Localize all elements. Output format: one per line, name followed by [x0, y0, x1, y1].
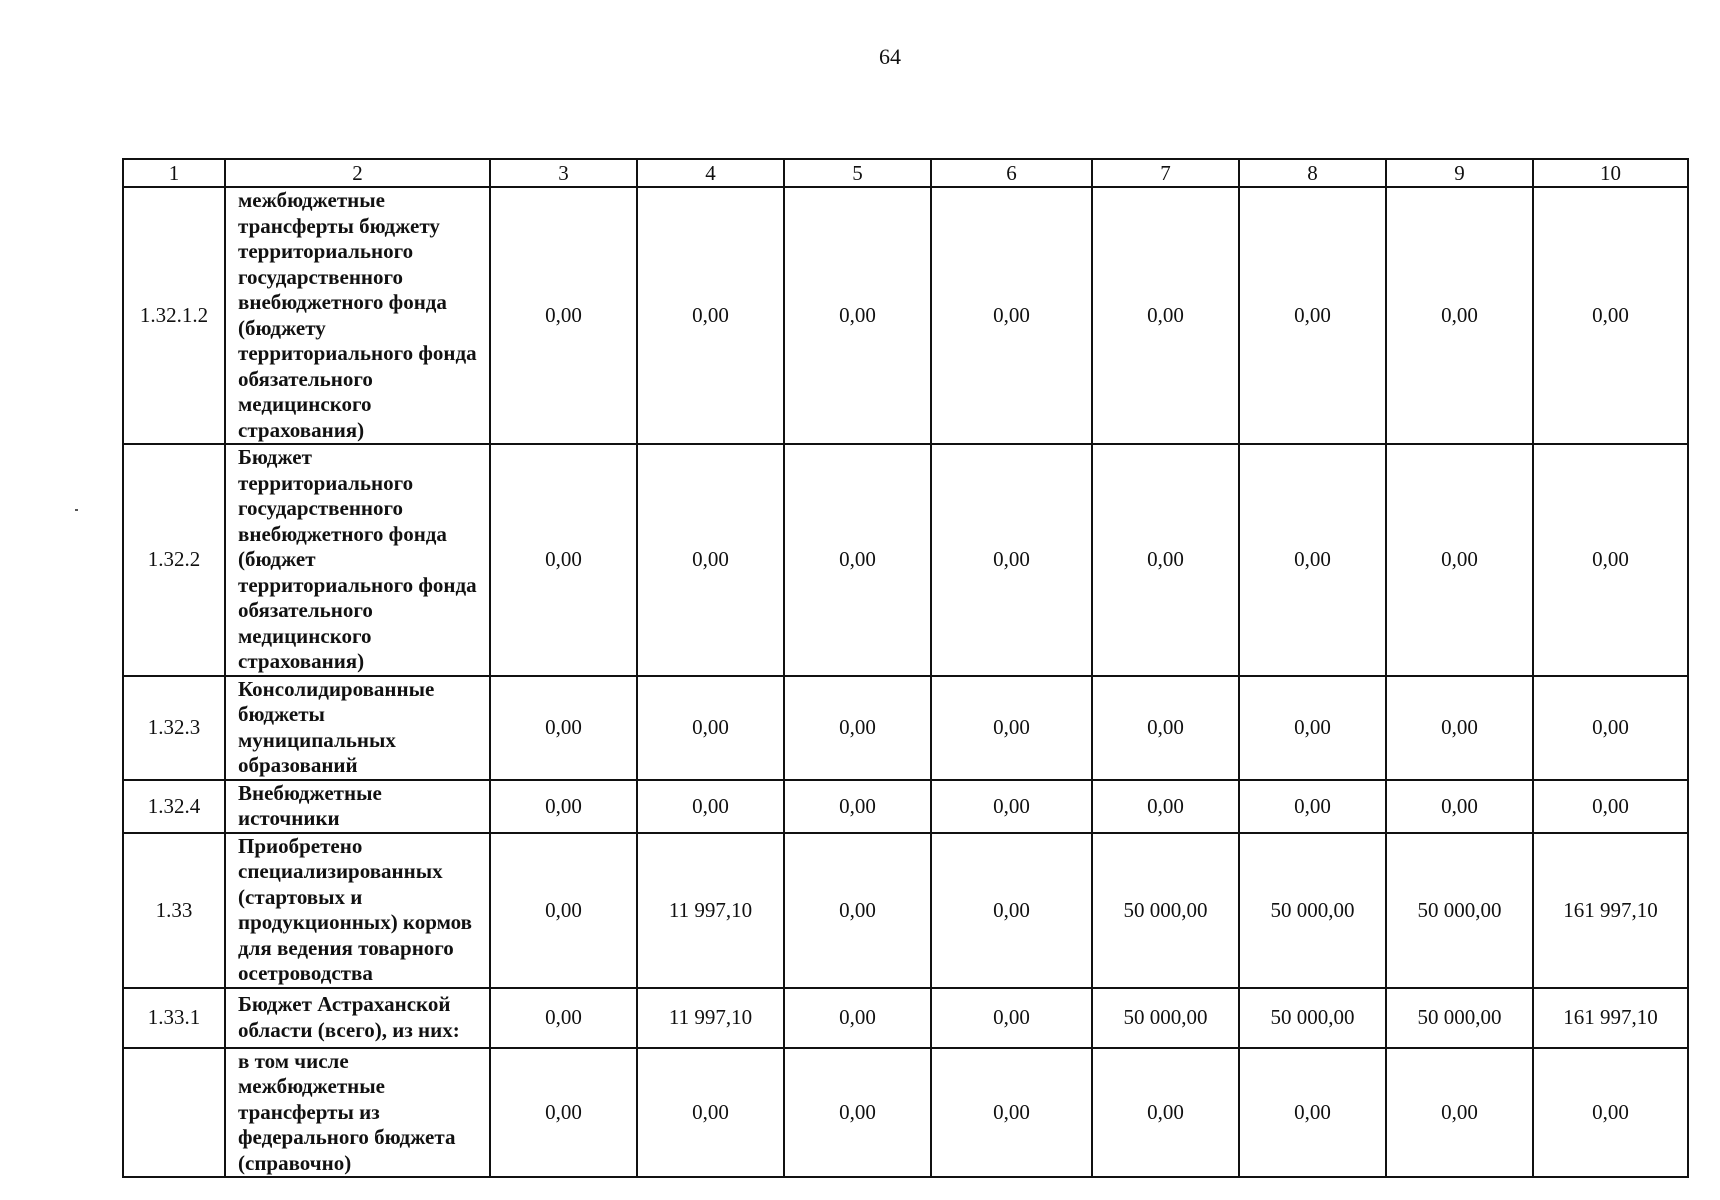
value-cell: 50 000,00: [1386, 833, 1533, 988]
column-header: 5: [784, 159, 931, 187]
column-header: 9: [1386, 159, 1533, 187]
value-cell: 50 000,00: [1092, 833, 1239, 988]
value-cell: 161 997,10: [1533, 833, 1688, 988]
table-row: [123, 988, 1688, 1048]
value-cell: 0,00: [784, 444, 931, 676]
value-cell: 0,00: [637, 187, 784, 444]
value-cell: 0,00: [1533, 676, 1688, 780]
row-code: 1.32.1.2: [123, 187, 225, 444]
value-cell: 0,00: [490, 1048, 637, 1178]
budget-table: [122, 158, 1689, 1178]
column-header: 8: [1239, 159, 1386, 187]
value-cell: 0,00: [784, 833, 931, 988]
value-cell: 0,00: [784, 1048, 931, 1178]
value-cell: 0,00: [931, 676, 1092, 780]
row-code: 1.33: [123, 833, 225, 988]
value-cell: 0,00: [490, 780, 637, 833]
table-row: [123, 1048, 1688, 1178]
value-cell: 0,00: [637, 780, 784, 833]
value-cell: 50 000,00: [1386, 988, 1533, 1048]
column-header: 1: [123, 159, 225, 187]
value-cell: 0,00: [1533, 780, 1688, 833]
value-cell: 0,00: [1239, 187, 1386, 444]
column-header: 3: [490, 159, 637, 187]
value-cell: 0,00: [490, 988, 637, 1048]
row-description: Бюджет территориального государственного внебюджетного фонда (бюджет территориального фонда обязательного медицинского страхования): [225, 444, 490, 676]
value-cell: 0,00: [931, 444, 1092, 676]
row-description: в том числе межбюджетные трансферты из федерального бюджета (справочно): [225, 1048, 490, 1178]
row-code: 1.32.3: [123, 676, 225, 780]
row-description: Бюджет Астраханской области (всего), из них:: [225, 988, 490, 1048]
value-cell: 11 997,10: [637, 988, 784, 1048]
value-cell: 0,00: [490, 676, 637, 780]
value-cell: 0,00: [1386, 676, 1533, 780]
row-description: Приобретено специализированных (стартовых и продукционных) кормов для ведения товарного осетроводства: [225, 833, 490, 988]
value-cell: 0,00: [1533, 444, 1688, 676]
value-cell: 0,00: [490, 444, 637, 676]
value-cell: 0,00: [931, 780, 1092, 833]
value-cell: 0,00: [1092, 187, 1239, 444]
table-row: [123, 187, 1688, 444]
value-cell: 161 997,10: [1533, 988, 1688, 1048]
page-number: 64: [879, 44, 901, 69]
value-cell: 0,00: [637, 1048, 784, 1178]
value-cell: 0,00: [1092, 676, 1239, 780]
value-cell: 0,00: [784, 988, 931, 1048]
value-cell: 50 000,00: [1239, 833, 1386, 988]
value-cell: 0,00: [1092, 1048, 1239, 1178]
value-cell: 0,00: [1092, 780, 1239, 833]
value-cell: 0,00: [931, 187, 1092, 444]
value-cell: 0,00: [931, 833, 1092, 988]
value-cell: 0,00: [1239, 780, 1386, 833]
row-description: межбюджетные трансферты бюджету территориального государственного внебюджетного фонда (бюджету территориального фонда обязательного медицинского страхования): [225, 187, 490, 444]
column-header: 7: [1092, 159, 1239, 187]
table-row: [123, 780, 1688, 833]
row-code: 1.32.2: [123, 444, 225, 676]
value-cell: 0,00: [490, 833, 637, 988]
scan-artifact-dot: [75, 509, 78, 511]
row-code: [123, 1048, 225, 1178]
row-description: Внебюджетные источники: [225, 780, 490, 833]
table-row: [123, 676, 1688, 780]
column-header: 6: [931, 159, 1092, 187]
value-cell: 0,00: [931, 988, 1092, 1048]
value-cell: 0,00: [1239, 1048, 1386, 1178]
value-cell: 0,00: [1386, 780, 1533, 833]
table-row: [123, 444, 1688, 676]
value-cell: 0,00: [1239, 444, 1386, 676]
value-cell: 0,00: [1386, 1048, 1533, 1178]
column-header: 2: [225, 159, 490, 187]
column-header: 10: [1533, 159, 1688, 187]
row-description: Консолидированные бюджеты муниципальных образований: [225, 676, 490, 780]
value-cell: 0,00: [784, 187, 931, 444]
row-code: 1.33.1: [123, 988, 225, 1048]
value-cell: 0,00: [1092, 444, 1239, 676]
value-cell: 0,00: [784, 676, 931, 780]
column-header: 4: [637, 159, 784, 187]
value-cell: 0,00: [637, 676, 784, 780]
value-cell: 0,00: [931, 1048, 1092, 1178]
value-cell: 0,00: [1386, 444, 1533, 676]
value-cell: 0,00: [1533, 187, 1688, 444]
value-cell: 50 000,00: [1239, 988, 1386, 1048]
value-cell: 0,00: [1386, 187, 1533, 444]
value-cell: 0,00: [637, 444, 784, 676]
table-row: [123, 833, 1688, 988]
value-cell: 0,00: [1533, 1048, 1688, 1178]
table-header-row: [123, 159, 1688, 187]
row-code: 1.32.4: [123, 780, 225, 833]
value-cell: 11 997,10: [637, 833, 784, 988]
value-cell: 50 000,00: [1092, 988, 1239, 1048]
value-cell: 0,00: [490, 187, 637, 444]
value-cell: 0,00: [784, 780, 931, 833]
value-cell: 0,00: [1239, 676, 1386, 780]
